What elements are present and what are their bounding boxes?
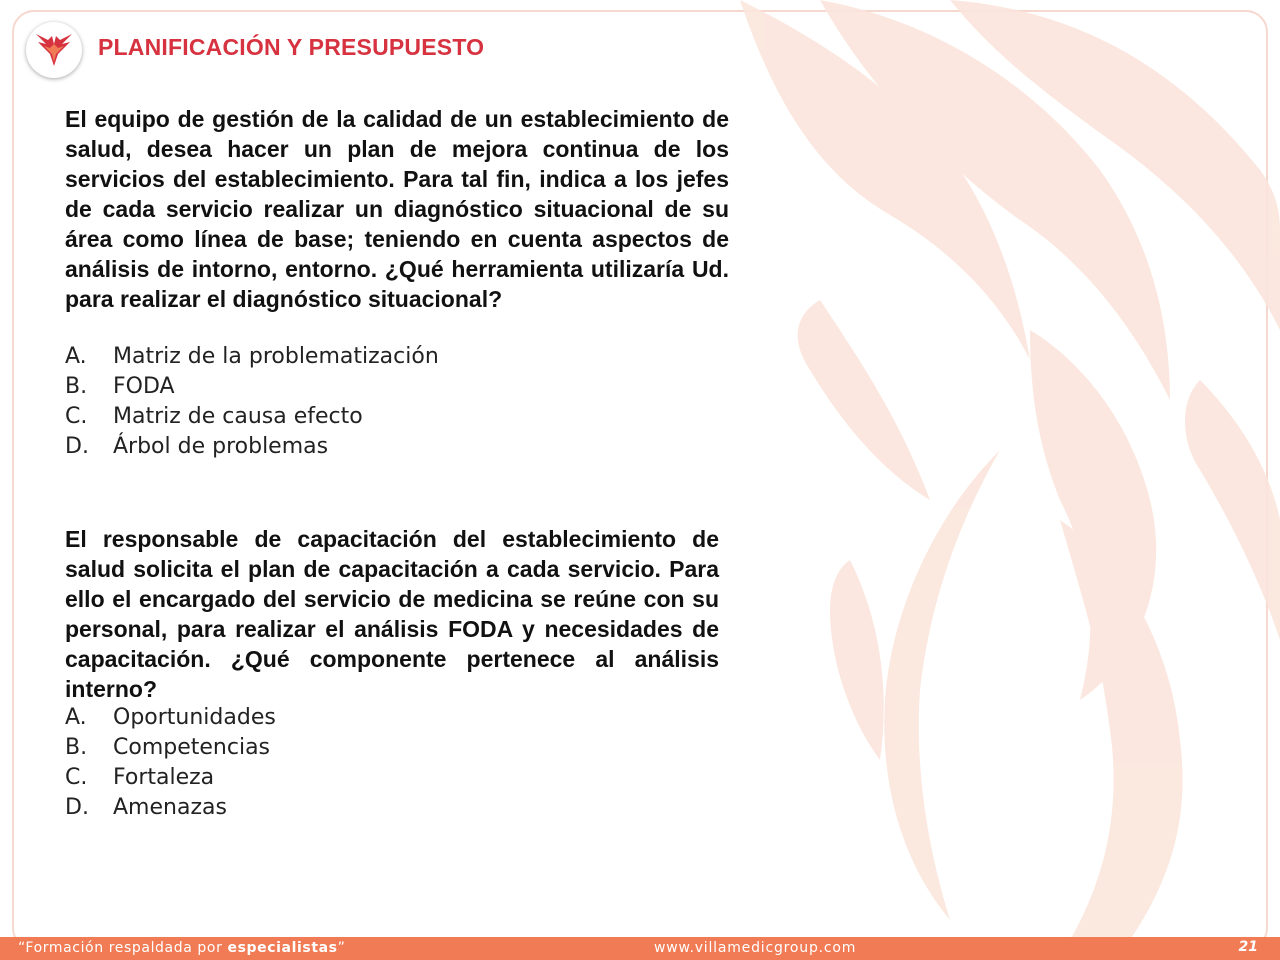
option-letter: D. [65, 795, 89, 820]
page-title: PLANIFICACIÓN Y PRESUPUESTO [98, 34, 485, 60]
option-text: Matriz de la problematización [113, 344, 439, 369]
option-d [65, 793, 276, 823]
option-text: Competencias [113, 735, 271, 760]
footer-slogan [18, 940, 345, 956]
option-text: Matriz de causa efecto [113, 404, 363, 429]
option-letter: C. [65, 404, 88, 429]
question-2-text: El responsable de capacitación del establecimiento de salud solicita el plan de capacitación a cada servicio. Para ello el encargado del servicio de medicina se reúne con su personal, para realizar el análisis FODA y necesidades de capacitación. ¿Qué componente pertenece al análisis interno? [65, 526, 719, 702]
option-c [65, 763, 276, 793]
option-a [65, 703, 276, 733]
slogan-suffix: ” [337, 940, 346, 956]
option-b [65, 733, 276, 763]
option-c [65, 402, 439, 432]
question-1-text: El equipo de gestión de la calidad de un establecimiento de salud, desea hacer un plan de mejora continua de los servicios del establecimiento. Para tal fin, indica a los jefes de cada servicio realizar un diagnóstico situacional de su área como línea de base; teniendo en cuenta aspectos de análisis de intorno, entorno. ¿Qué herramienta utilizaría Ud. para realizar el diagnóstico situacional? [65, 106, 729, 312]
slogan-prefix: “Formación respaldada por [18, 940, 228, 956]
logo-badge [26, 22, 82, 78]
footer-website-link[interactable]: www.villamedicgroup.com [654, 940, 857, 956]
question-2-options [65, 703, 276, 823]
phoenix-logo-icon [34, 32, 74, 68]
option-text: Fortaleza [113, 765, 215, 790]
slogan-bold: especialistas [227, 940, 338, 956]
option-b [65, 372, 439, 402]
option-text: Amenazas [113, 795, 227, 820]
option-a [65, 342, 439, 372]
option-text: FODA [113, 374, 175, 399]
option-d [65, 432, 439, 462]
question-1-options [65, 342, 439, 462]
option-letter: A. [65, 705, 87, 730]
option-text: Oportunidades [113, 705, 276, 730]
footer-bar [0, 937, 1280, 960]
option-text: Árbol de problemas [113, 434, 329, 459]
phoenix-watermark-icon [700, 0, 1280, 940]
option-letter: A. [65, 344, 87, 369]
option-letter: C. [65, 765, 88, 790]
page-number: 21 [1238, 939, 1258, 955]
option-letter: B. [65, 735, 88, 760]
option-letter: B. [65, 374, 88, 399]
option-letter: D. [65, 434, 89, 459]
